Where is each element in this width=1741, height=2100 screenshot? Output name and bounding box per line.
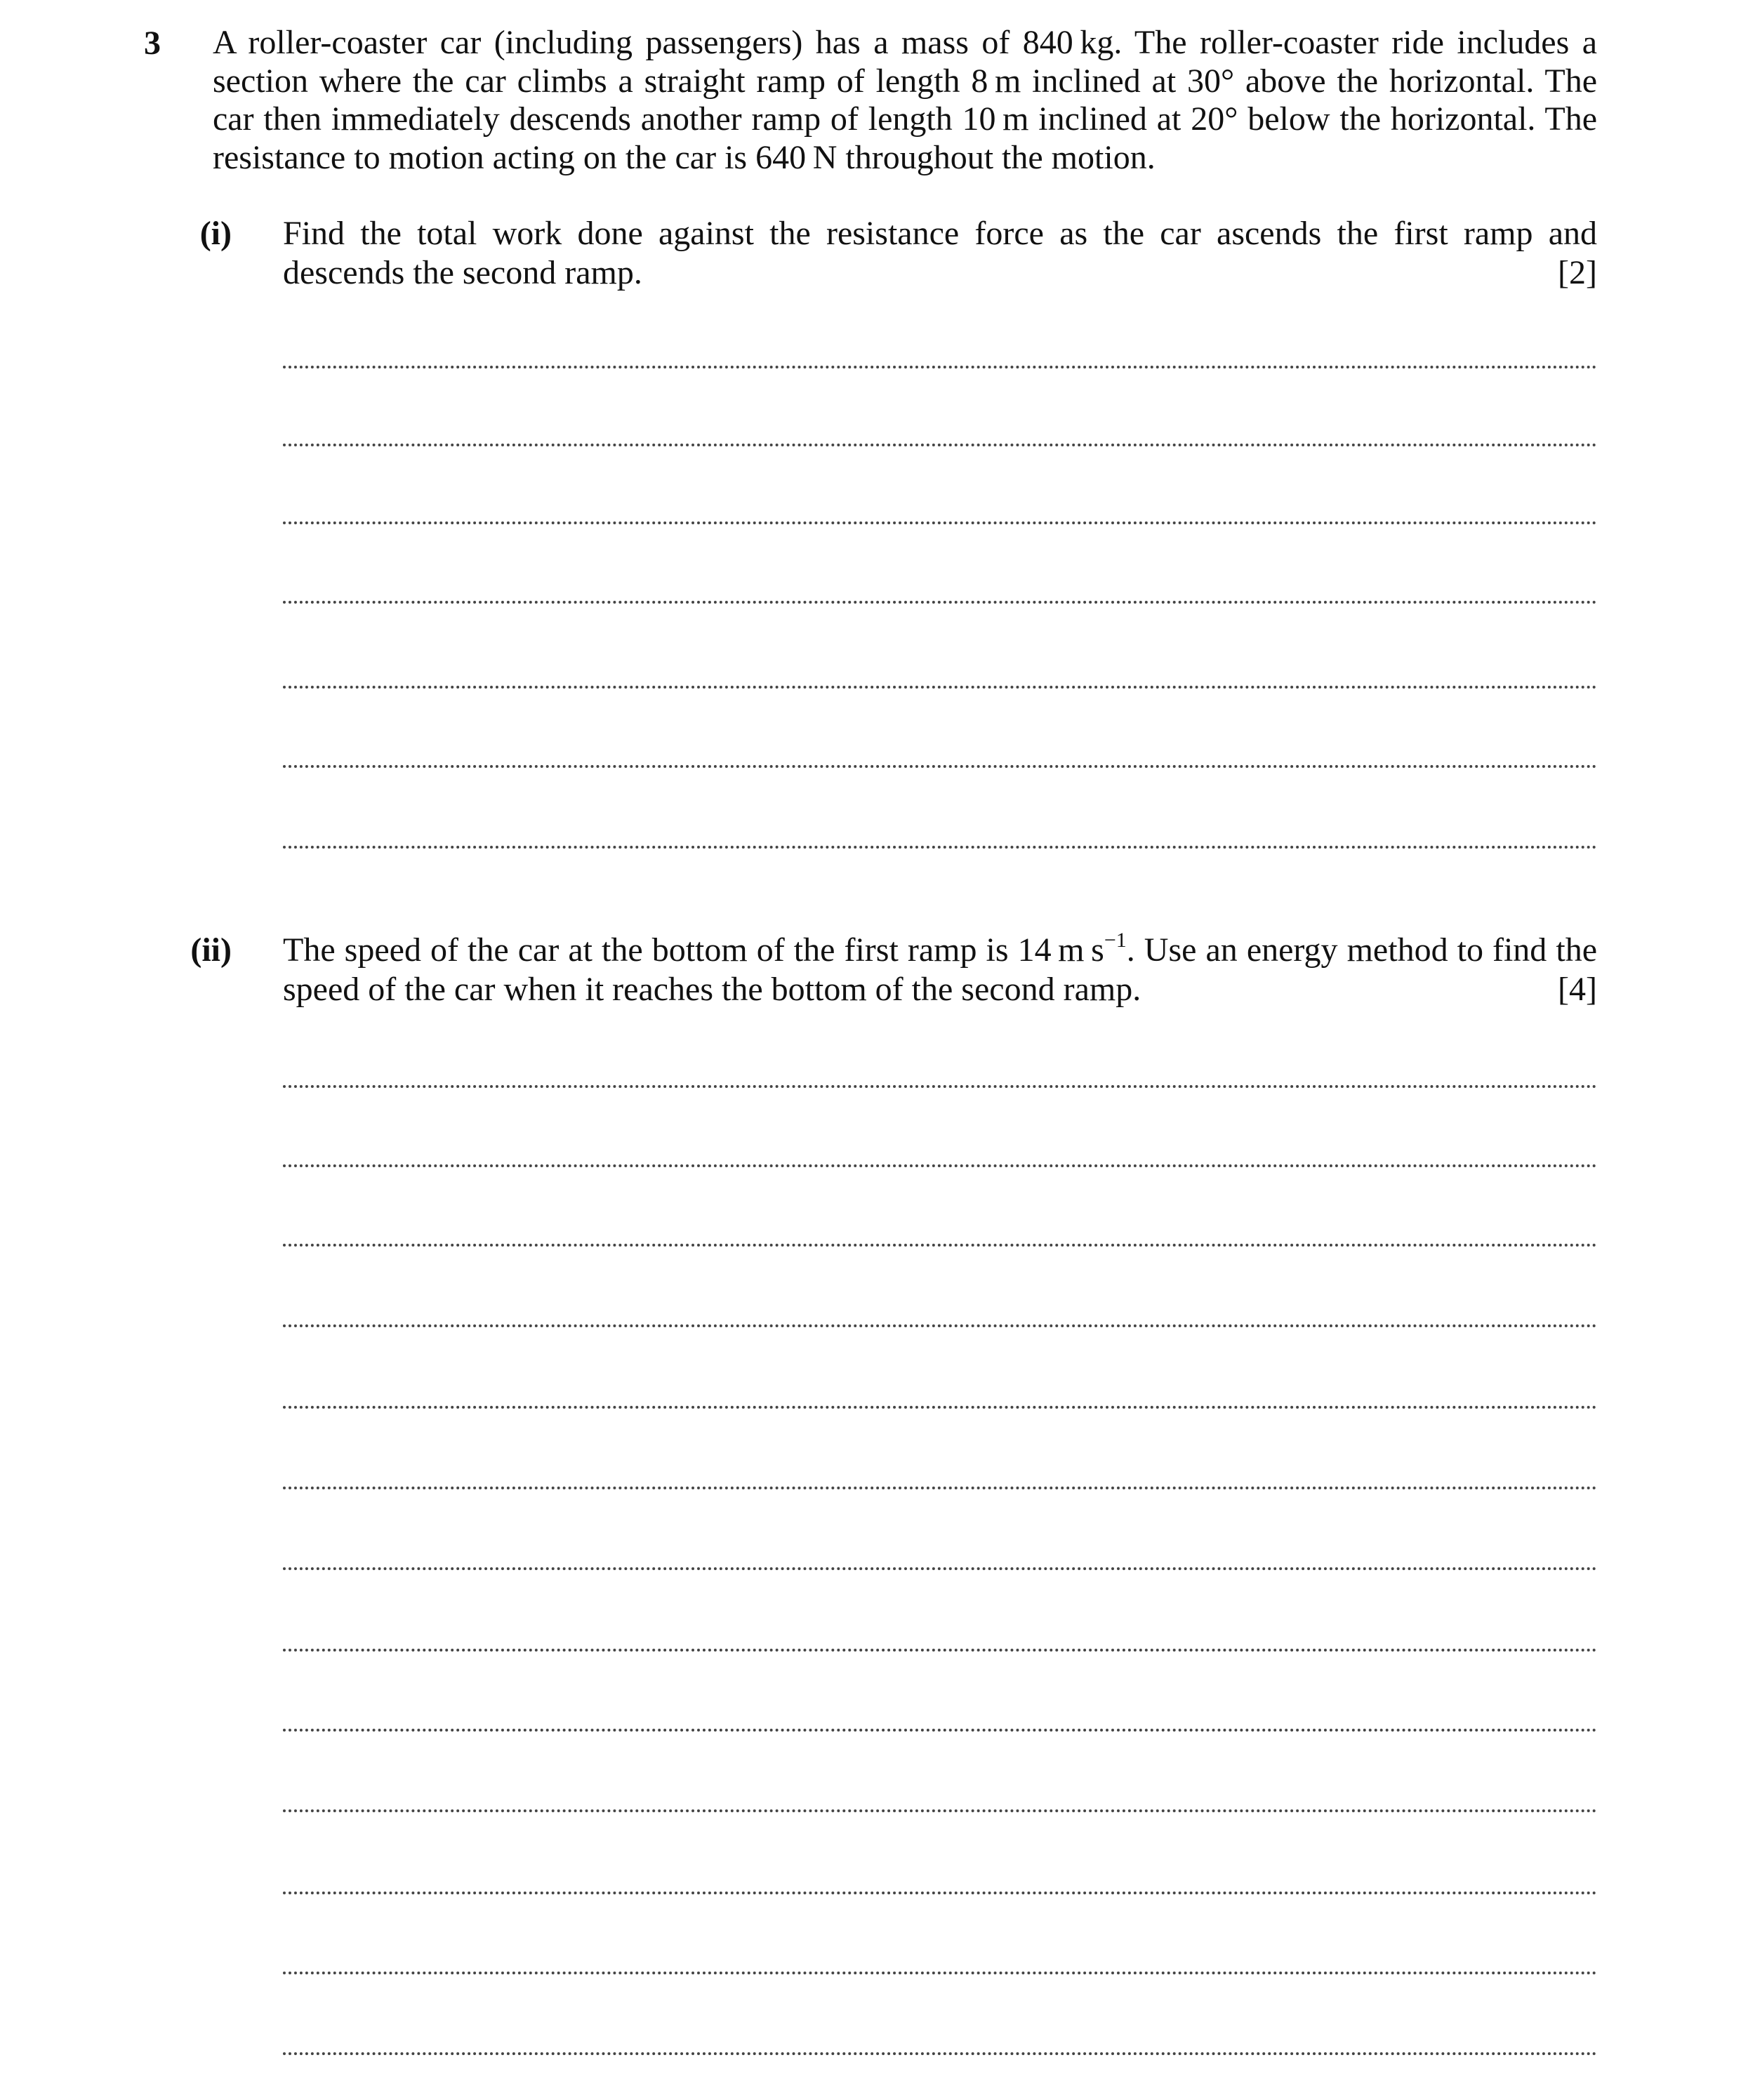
part-ii-marks: [4] [1558, 971, 1597, 1008]
answer-line[interactable] [283, 1324, 1597, 1327]
part-i-label: (i) [199, 215, 232, 252]
part-ii [190, 929, 1597, 1009]
part-i-text [283, 214, 1597, 293]
answer-line[interactable] [283, 1487, 1597, 1489]
answer-line[interactable] [283, 846, 1597, 849]
part-i-marks: [2] [1558, 254, 1597, 291]
answer-line[interactable] [283, 1729, 1597, 1732]
question-number: 3 [144, 25, 161, 62]
part-i [199, 214, 1597, 293]
answer-line[interactable] [283, 2052, 1597, 2055]
answer-line[interactable] [283, 521, 1597, 524]
answer-line[interactable] [283, 1892, 1597, 1894]
answer-line[interactable] [283, 1406, 1597, 1409]
answer-line[interactable] [283, 601, 1597, 604]
answer-line[interactable] [283, 1649, 1597, 1652]
answer-line[interactable] [283, 1085, 1597, 1088]
answer-line[interactable] [283, 1567, 1597, 1570]
part-ii-text [283, 931, 1597, 1009]
answer-line[interactable] [283, 1809, 1597, 1812]
answer-line[interactable] [283, 1164, 1597, 1167]
part-ii-label: (ii) [190, 931, 232, 969]
answer-line[interactable] [283, 1244, 1597, 1247]
part-ii-question-end: . Use an energy method to find the speed of the car when it reaches the bottom of the second ramp. [283, 931, 1597, 1008]
answer-line[interactable] [283, 1972, 1597, 1974]
answer-line[interactable] [283, 366, 1597, 368]
part-ii-superscript: −1 [1104, 929, 1127, 952]
answer-line[interactable] [283, 686, 1597, 689]
part-ii-question-start: The speed of the car at the bottom of the first ramp is 14 m s [283, 931, 1104, 969]
question-stem: A roller-coaster car (including passengers) has a mass of 840 kg. The roller-coaster ride includes a section where the car climbs a straight ramp of length 8 m inclined at 30° above the horizontal. The car then immediately descends another ramp of length 10 m inclined at 20° below the horizontal. The resistance to motion acting on the car is 640 N throughout the motion. [213, 24, 1597, 176]
part-i-question: Find the total work done against the resistance force as the car ascends the first ramp and descends the second ramp. [283, 215, 1597, 291]
answer-line[interactable] [283, 444, 1597, 446]
answer-line[interactable] [283, 765, 1597, 768]
